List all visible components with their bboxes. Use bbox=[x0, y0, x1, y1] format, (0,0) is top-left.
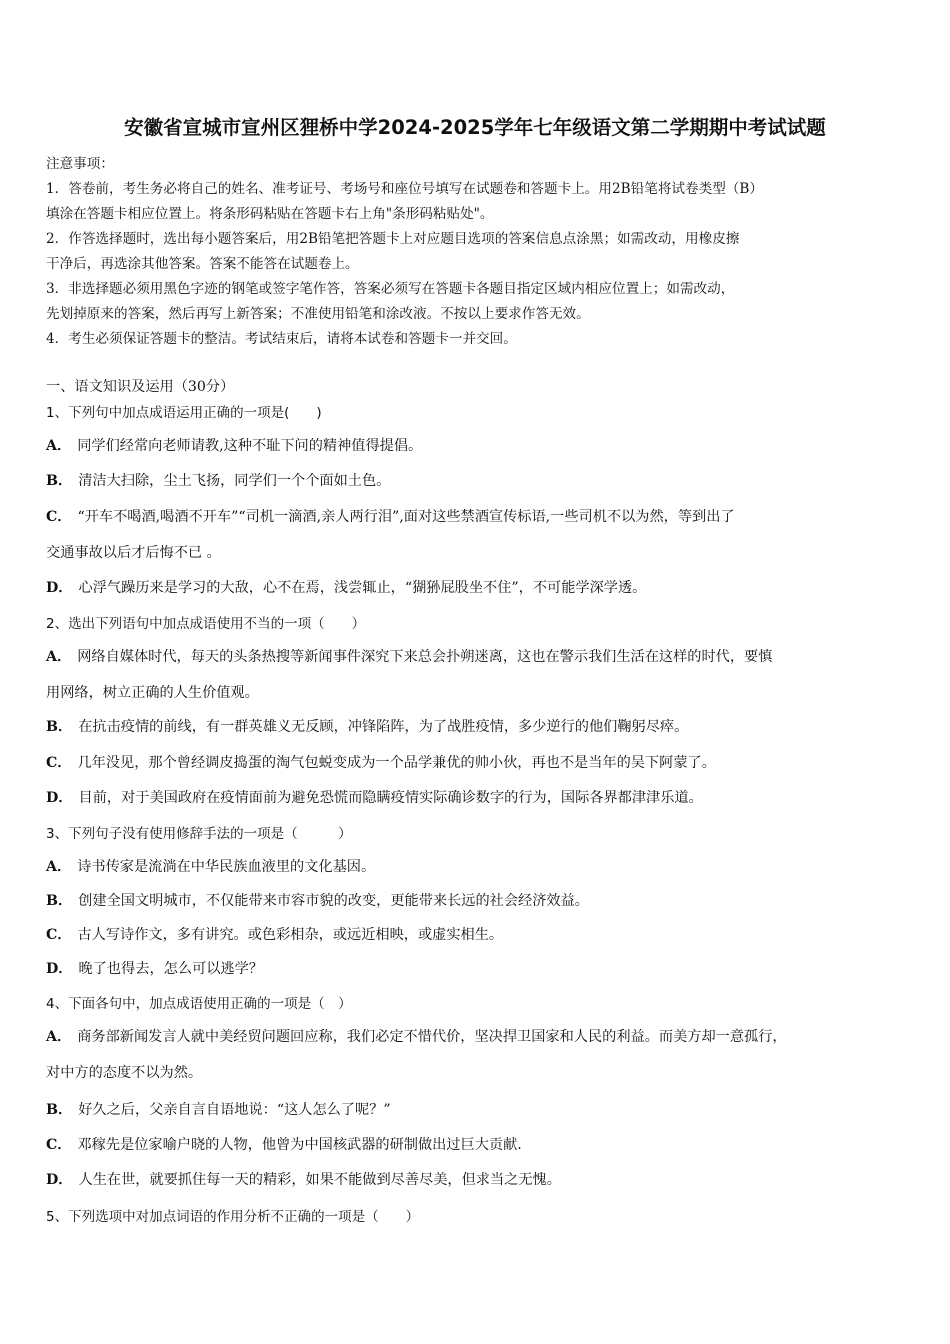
option-text: 诗书传家是流淌在中华民族血液里的文化基因。 bbox=[77, 859, 376, 875]
notice-line: 3．非选择题必须用黑色字迹的钢笔或签字笔作答，答案必须写在答题卡各题目指定区域内相应位置上；如需改动， bbox=[46, 281, 735, 297]
option-b bbox=[46, 470, 390, 490]
option-label: C． bbox=[46, 927, 72, 943]
option-label: C． bbox=[46, 509, 72, 525]
notice-line: 2．作答选择题时，选出每小题答案后，用2B铅笔把答题卡上对应题目选项的答案信息点涂黑；如需改动，用橡皮擦 bbox=[46, 231, 740, 247]
question-stem: 3、下列句子没有使用修辞手法的一项是（ ） bbox=[46, 826, 352, 842]
option-c bbox=[46, 752, 716, 772]
option-a bbox=[46, 435, 422, 455]
notice-line: 先划掉原来的答案，然后再写上新答案；不准使用铅笔和涂改液。不按以上要求作答无效。 bbox=[46, 306, 590, 322]
option-text: 邓稼先是位家喻户晓的人物，他曾为中国核武器的研制做出过巨大贡献. bbox=[77, 1137, 522, 1153]
option-a bbox=[46, 1026, 787, 1046]
option-a-continued: 用网络，树立正确的人生价值观。 bbox=[46, 685, 259, 701]
option-d bbox=[46, 787, 703, 807]
option-d bbox=[46, 958, 263, 978]
option-label: A． bbox=[46, 859, 72, 875]
option-label: D． bbox=[46, 1172, 73, 1188]
option-text: 心浮气躁历来是学习的大敌，心不在焉，浅尝辄止，“猢狲屁股坐不住”，不可能学深学透。 bbox=[78, 580, 647, 596]
option-text: 同学们经常向老师请教,这种不耻下问的精神值得提倡。 bbox=[77, 438, 423, 454]
option-label: B． bbox=[46, 1102, 73, 1118]
option-text: 网络自媒体时代，每天的头条热搜等新闻事件深究下来总会扑朔迷离，这也在警示我们生活在这样的时代，要慎 bbox=[77, 649, 773, 665]
option-text: 晚了也得去，怎么可以逃学？ bbox=[78, 961, 263, 977]
option-b bbox=[46, 890, 589, 910]
section-heading: 一、语文知识及运用（30分） bbox=[46, 379, 235, 395]
option-label: D． bbox=[46, 580, 73, 596]
question-stem: 2、选出下列语句中加点成语使用不当的一项（ ） bbox=[46, 616, 366, 632]
option-label: B． bbox=[46, 893, 73, 909]
notice-line: 填涂在答题卡相应位置上。将条形码粘贴在答题卡右上角"条形码粘贴处"。 bbox=[46, 206, 494, 222]
option-label: B． bbox=[46, 473, 73, 489]
option-c bbox=[46, 506, 735, 526]
option-label: B． bbox=[46, 719, 73, 735]
option-text: 好久之后，父亲自言自语地说：“这人怎么了呢？” bbox=[78, 1102, 391, 1118]
page-title: 安徽省宣城市宣州区狸桥中学2024-2025学年七年级语文第二学期期中考试试题 bbox=[124, 116, 826, 139]
option-text: 在抗击疫情的前线，有一群英雄义无反顾，冲锋陷阵，为了战胜疫情，多少逆行的他们鞠躬尽瘁。 bbox=[78, 719, 689, 735]
option-text: 目前，对于美国政府在疫情面前为避免恐慌而隐瞒疫情实际确诊数字的行为，国际各界都津津乐道。 bbox=[78, 790, 703, 806]
option-c bbox=[46, 924, 503, 944]
notice-line: 干净后，再选涂其他答案。答案不能答在试题卷上。 bbox=[46, 256, 359, 272]
question-stem: 5、下列选项中对加点词语的作用分析不正确的一项是（ ） bbox=[46, 1209, 420, 1225]
option-c bbox=[46, 1134, 522, 1154]
question-stem: 1、下列句中加点成语运用正确的一项是( ) bbox=[46, 405, 322, 421]
notice-heading: 注意事项： bbox=[46, 156, 114, 172]
option-text: “开车不喝酒,喝酒不开车”“司机一滴酒,亲人两行泪”,面对这些禁酒宣传标语,一些司机不以为然，等到出了 bbox=[77, 509, 735, 525]
option-text: 清洁大扫除，尘土飞扬，同学们一个个面如土色。 bbox=[78, 473, 391, 489]
option-a bbox=[46, 856, 375, 876]
option-label: D． bbox=[46, 790, 73, 806]
option-text: 古人写诗作文，多有讲究。或色彩相杂，或远近相映，或虚实相生。 bbox=[77, 927, 504, 943]
option-b bbox=[46, 1099, 391, 1119]
option-text: 商务部新闻发言人就中美经贸问题回应称，我们必定不惜代价，坚决捍卫国家和人民的利益。而美方却一意孤行， bbox=[77, 1029, 787, 1045]
option-b bbox=[46, 716, 688, 736]
option-label: A． bbox=[46, 1029, 72, 1045]
option-label: C． bbox=[46, 1137, 72, 1153]
option-label: A． bbox=[46, 438, 72, 454]
question-stem: 4、下面各句中，加点成语使用正确的一项是（ ） bbox=[46, 996, 352, 1012]
option-a bbox=[46, 646, 772, 666]
option-d bbox=[46, 577, 646, 597]
option-c-continued: 交通事故以后才后悔不已 。 bbox=[46, 545, 221, 561]
option-label: D． bbox=[46, 961, 73, 977]
option-text: 几年没见，那个曾经调皮捣蛋的淘气包蜕变成为一个品学兼优的帅小伙，再也不是当年的吴下阿蒙了。 bbox=[77, 755, 716, 771]
option-d bbox=[46, 1169, 561, 1189]
notice-line: 1．答卷前，考生务必将自己的姓名、准考证号、考场号和座位号填写在试题卷和答题卡上。用2B铅笔将试卷类型（B） bbox=[46, 181, 763, 197]
option-text: 创建全国文明城市，不仅能带来市容市貌的改变，更能带来长远的社会经济效益。 bbox=[78, 893, 589, 909]
option-label: C． bbox=[46, 755, 72, 771]
option-text: 人生在世，就要抓住每一天的精彩，如果不能做到尽善尽美，但求当之无愧。 bbox=[78, 1172, 561, 1188]
notice-line: 4．考生必须保证答题卡的整洁。考试结束后，请将本试卷和答题卡一并交回。 bbox=[46, 331, 517, 347]
option-a-continued: 对中方的态度不以为然。 bbox=[46, 1065, 203, 1081]
option-label: A． bbox=[46, 649, 72, 665]
